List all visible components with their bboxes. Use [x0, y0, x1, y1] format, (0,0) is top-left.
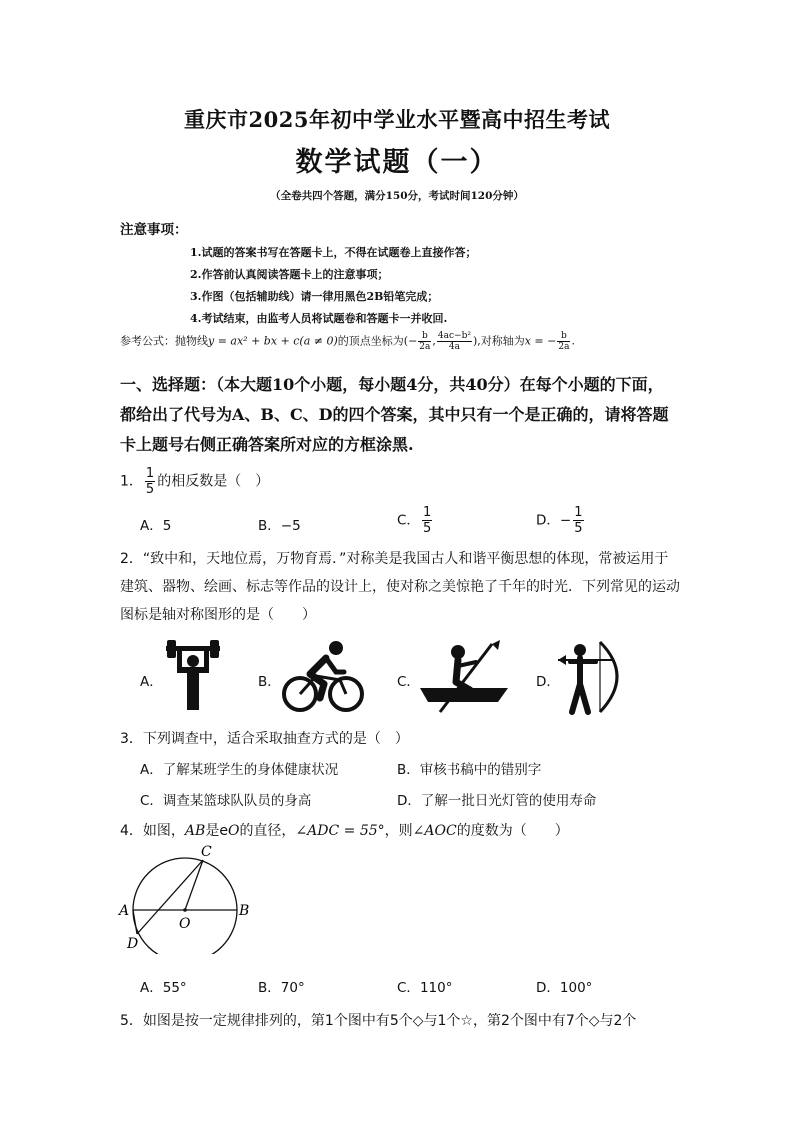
- reference-formula: 参考公式：抛物线y = ax² + bx + c(a ≠ 0)的顶点坐标为(− $\frac{b}{2a}$ , $\frac{\text{4ac−b²}}{4a}$ ),对称轴为x = − $\frac{b}{2a}$ .: [120, 331, 575, 352]
- axis-fraction: $\frac{b}{2a}$: [558, 331, 570, 352]
- question-1: [120, 466, 269, 497]
- vertex-x-fraction: $\frac{b}{2a}$: [419, 331, 431, 352]
- question-number: 1．: [120, 473, 143, 490]
- q1-option-d[interactable]: D．− $\frac{1}{5}$: [536, 505, 583, 536]
- q4-option-a[interactable]: A．55°: [140, 980, 187, 996]
- label-o: O: [179, 916, 191, 932]
- label-d: D: [127, 936, 139, 952]
- q3-option-d[interactable]: D．了解一批日光灯管的使用寿命: [397, 793, 597, 809]
- segment-dc: [137, 860, 203, 934]
- exam-title: 重庆市2025年初中学业水平暨高中招生考试: [184, 107, 610, 132]
- circle-o: [133, 858, 237, 954]
- section-line: 卡上题号右侧正确答案所对应的方框涂黑.: [120, 435, 414, 454]
- center-point: [183, 908, 187, 912]
- weightlifting-icon: [163, 640, 223, 712]
- label-c: C: [201, 844, 212, 860]
- q3-option-a[interactable]: A．了解某班学生的身体健康状况: [140, 762, 339, 778]
- note-item: 4.考试结束，由监考人员将试题卷和答题卡一并收回.: [190, 312, 448, 325]
- section-line: 一、选择题：（本大题10个小题，每小题4分，共40分）在每个小题的下面，: [120, 375, 664, 394]
- segment-oc: [185, 860, 203, 910]
- exam-info: （全卷共四个答题，满分150分，考试时间120分钟）: [270, 190, 524, 202]
- note-item: 1.试题的答案书写在答题卡上，不得在试题卷上直接作答；: [190, 246, 477, 259]
- notes-list: [190, 242, 476, 330]
- question-2: 2．“致中和，天地位焉，万物育焉．”对称美是我国古人和谐平衡思想的体现，常被运用于 建筑、器物、绘画、标志等作品的设计上，使对称之美惊艳了千年的时光．下列常见的运动 图标是轴对称图形的是（ ）: [120, 551, 680, 623]
- rowing-icon: [418, 640, 510, 714]
- question-3: 3．下列调查中，适合采取抽查方式的是（ ）: [120, 731, 409, 747]
- q2-option-c-label[interactable]: C．: [397, 674, 420, 690]
- axis-lhs: x = −: [524, 334, 557, 348]
- circle-diagram: [115, 842, 260, 954]
- note-item: 2.作答前认真阅读答题卡上的注意事项；: [190, 268, 389, 281]
- question-5: 5．如图是按一定规律排列的，第1个图中有5个◇与1个☆，第2个图中有7个◇与2个: [120, 1013, 637, 1029]
- q4-option-d[interactable]: D．100°: [536, 980, 593, 996]
- segment-ad: [133, 910, 137, 934]
- q1-option-c[interactable]: C． $\frac{1}{5}$: [397, 505, 432, 536]
- note-item: 3.作图（包括辅助线）请一律用黑色2B铅笔完成；: [190, 290, 439, 303]
- formula-mid: 的顶点坐标为: [337, 334, 404, 348]
- q3-option-c[interactable]: C．调查某篮球队队员的身高: [140, 793, 312, 809]
- q2-option-a-label[interactable]: A．: [140, 674, 163, 690]
- q2-option-b-label[interactable]: B．: [258, 674, 281, 690]
- notes-heading: 注意事项：: [120, 222, 188, 238]
- q1-option-b[interactable]: B．−5: [258, 518, 301, 534]
- q3-option-b[interactable]: B．审核书稿中的错别字: [397, 762, 542, 778]
- question-text: 的相反数是（ ）: [157, 473, 270, 490]
- label-a: A: [119, 903, 130, 919]
- section-line: 都给出了代号为A、B、C、D的四个答案，其中只有一个是正确的，请将答题: [120, 405, 669, 424]
- q1-option-a[interactable]: A．5: [140, 518, 172, 534]
- q4-option-b[interactable]: B．70°: [258, 980, 305, 996]
- question-4: 4．如图，AB是eO的直径，∠ADC = 55°，则∠AOC的度数为（ ）: [120, 823, 569, 839]
- archery-icon: [556, 640, 626, 716]
- q2-option-d-label[interactable]: D．: [536, 674, 560, 690]
- q4-option-c[interactable]: C．110°: [397, 980, 453, 996]
- formula-axis: ,对称轴为: [477, 334, 525, 348]
- label-b: B: [239, 903, 250, 919]
- formula-prefix: 参考公式：抛物线: [120, 334, 208, 348]
- section-1-instructions: [120, 370, 669, 460]
- cycling-icon: [280, 640, 366, 714]
- vertex-y-fraction: $\frac{\text{4ac−b²}}{4a}$: [437, 331, 471, 352]
- exam-subtitle: 数学试题（一）: [295, 147, 499, 178]
- formula-equation: y = ax² + bx + c(a ≠ 0): [208, 334, 338, 348]
- q1-fraction: $\frac{1}{5}$: [145, 466, 155, 497]
